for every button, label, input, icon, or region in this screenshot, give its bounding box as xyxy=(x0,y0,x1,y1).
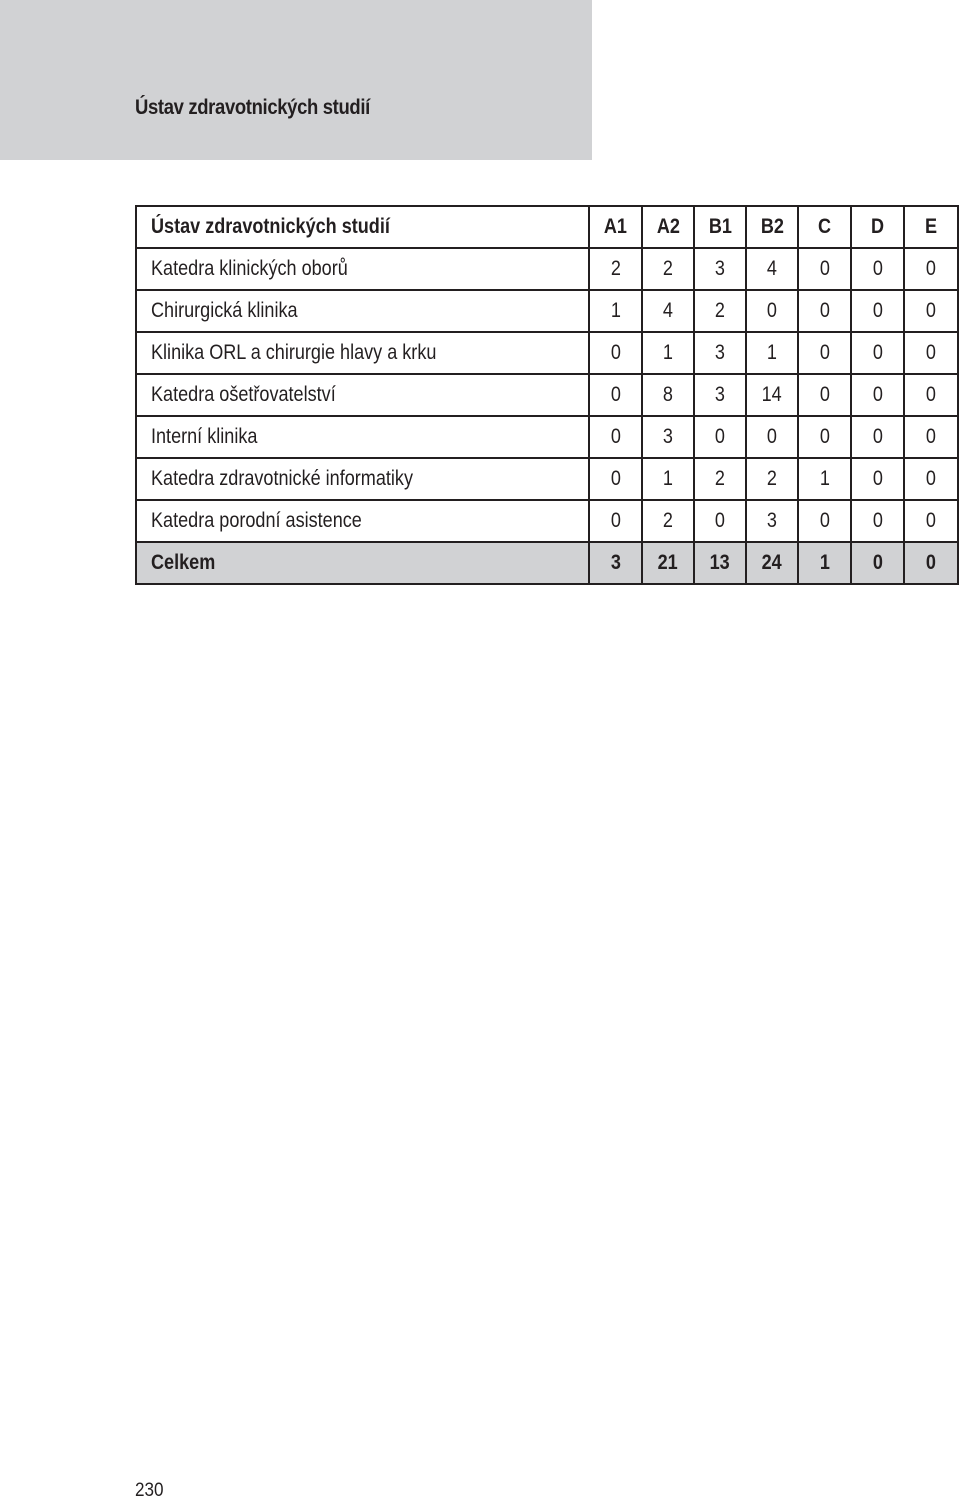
table-cell: 0 xyxy=(589,374,642,416)
table-cell: 0 xyxy=(851,416,904,458)
table-cell: 0 xyxy=(904,290,958,332)
table-cell: 0 xyxy=(694,416,746,458)
table-cell: 0 xyxy=(904,248,958,290)
table-cell: 0 xyxy=(798,290,851,332)
table-cell: 1 xyxy=(798,458,851,500)
table-cell: 14 xyxy=(746,374,798,416)
table-row xyxy=(136,416,958,458)
column-header: Ústav zdravotnických studií xyxy=(136,206,589,248)
table-cell: 0 xyxy=(798,374,851,416)
header-band xyxy=(0,0,592,160)
table-cell: 0 xyxy=(746,416,798,458)
table-cell: 0 xyxy=(904,332,958,374)
row-label: Katedra porodní asistence xyxy=(136,500,589,542)
table-cell: 3 xyxy=(694,374,746,416)
table-cell: 2 xyxy=(642,248,694,290)
row-label: Katedra ošetřovatelství xyxy=(136,374,589,416)
column-header: B1 xyxy=(694,206,746,248)
table-cell: 8 xyxy=(642,374,694,416)
table-cell: 3 xyxy=(746,500,798,542)
table-cell: 2 xyxy=(642,500,694,542)
table-cell: 2 xyxy=(694,458,746,500)
column-header: C xyxy=(798,206,851,248)
table-cell: 1 xyxy=(798,542,851,584)
table-cell: 0 xyxy=(694,500,746,542)
table-cell: 0 xyxy=(851,542,904,584)
table-cell: 1 xyxy=(642,458,694,500)
table-cell: 1 xyxy=(642,332,694,374)
table-row xyxy=(136,290,958,332)
table-cell: 0 xyxy=(589,458,642,500)
table-cell: 1 xyxy=(589,290,642,332)
table-cell: 24 xyxy=(746,542,798,584)
table-row xyxy=(136,332,958,374)
table-cell: 3 xyxy=(642,416,694,458)
table-cell: 0 xyxy=(589,332,642,374)
table-cell: 0 xyxy=(589,416,642,458)
table-cell: 0 xyxy=(904,416,958,458)
page-title: Ústav zdravotnických studií xyxy=(135,96,370,119)
table-row xyxy=(136,458,958,500)
table-cell: 0 xyxy=(904,374,958,416)
table-total-row xyxy=(136,542,958,584)
table-cell: 1 xyxy=(746,332,798,374)
column-header: A2 xyxy=(642,206,694,248)
table-body xyxy=(136,248,958,584)
table-cell: 2 xyxy=(746,458,798,500)
table-cell: 3 xyxy=(589,542,642,584)
table-cell: 0 xyxy=(851,458,904,500)
table-cell: 0 xyxy=(851,332,904,374)
table-cell: 0 xyxy=(851,374,904,416)
row-label: Katedra zdravotnické informatiky xyxy=(136,458,589,500)
page-number: 230 xyxy=(135,1480,164,1501)
row-label: Katedra klinických oborů xyxy=(136,248,589,290)
table-header-row xyxy=(136,206,958,248)
table-cell: 0 xyxy=(851,500,904,542)
table-cell: 2 xyxy=(589,248,642,290)
table-cell: 0 xyxy=(851,290,904,332)
column-header: B2 xyxy=(746,206,798,248)
table-row xyxy=(136,374,958,416)
row-label: Klinika ORL a chirurgie hlavy a krku xyxy=(136,332,589,374)
column-header: D xyxy=(851,206,904,248)
table-cell: 0 xyxy=(798,332,851,374)
table-cell: 3 xyxy=(694,332,746,374)
table-cell: 0 xyxy=(798,248,851,290)
table-cell: 21 xyxy=(642,542,694,584)
table-cell: 13 xyxy=(694,542,746,584)
column-header: A1 xyxy=(589,206,642,248)
data-table xyxy=(135,205,959,585)
table-cell: 0 xyxy=(904,458,958,500)
row-label: Interní klinika xyxy=(136,416,589,458)
table-cell: 0 xyxy=(904,542,958,584)
row-label: Celkem xyxy=(136,542,589,584)
table-cell: 0 xyxy=(904,500,958,542)
table-cell: 4 xyxy=(746,248,798,290)
table-row xyxy=(136,500,958,542)
table-row xyxy=(136,248,958,290)
table-cell: 0 xyxy=(589,500,642,542)
column-header: E xyxy=(904,206,958,248)
table-cell: 3 xyxy=(694,248,746,290)
table-cell: 4 xyxy=(642,290,694,332)
row-label: Chirurgická klinika xyxy=(136,290,589,332)
table-cell: 0 xyxy=(746,290,798,332)
table-cell: 0 xyxy=(798,500,851,542)
table-cell: 0 xyxy=(798,416,851,458)
table-cell: 0 xyxy=(851,248,904,290)
table-cell: 2 xyxy=(694,290,746,332)
